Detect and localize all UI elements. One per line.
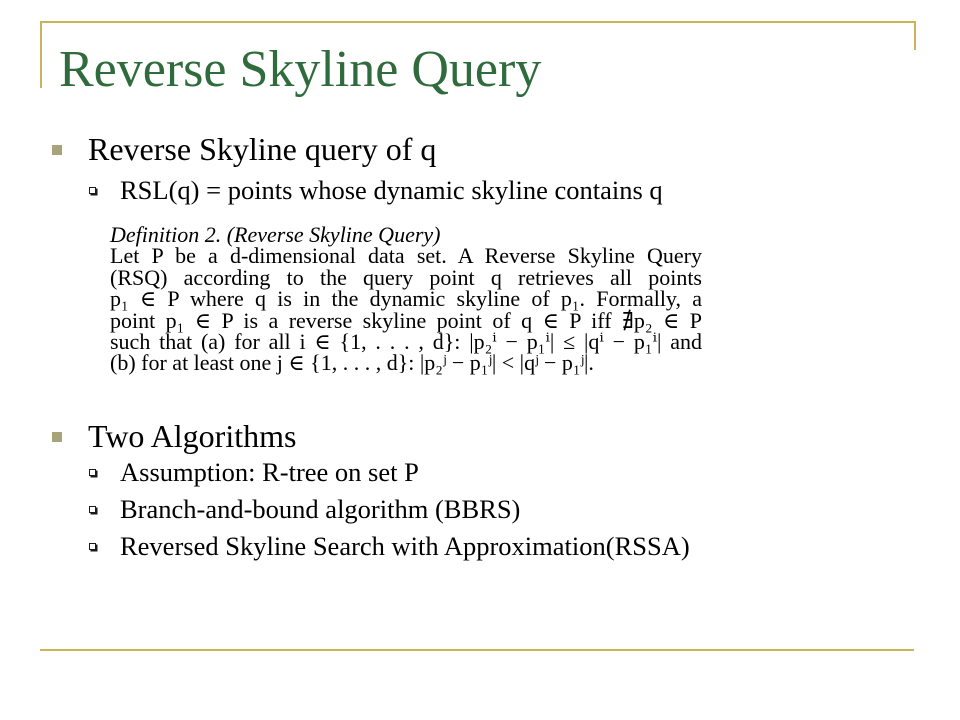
shadowed-square-bullet-icon: [89, 506, 96, 513]
shadowed-square-bullet-icon: [89, 187, 96, 194]
definition-line: point p₁ ∈ P is a reverse skyline point of q ∈ P iff ∄p₂ ∈ P: [110, 307, 702, 333]
definition-line: such that (a) for all i ∈ {1, . . . , d}: |p₂ⁱ − p₁ⁱ| ≤ |qⁱ − p₁ⁱ| and: [110, 328, 702, 354]
definition-line: Let P be a d-dimensional data set. A Reverse Skyline Query: [110, 243, 702, 269]
bullet-item-reverse-skyline: [0, 133, 960, 165]
sub-bullet-item-rsl: [0, 177, 960, 204]
sub-bullet-text: Branch-and-bound algorithm (BBRS): [120, 494, 521, 524]
bullet-text: Two Algorithms: [88, 418, 297, 454]
sub-bullet-item-assumption: [0, 459, 960, 486]
sub-bullet-text: RSL(q) = points whose dynamic skyline contains q: [120, 175, 663, 205]
top-accent-line: [40, 21, 916, 23]
definition-image: [110, 224, 702, 376]
shadowed-square-bullet-icon: [89, 543, 96, 550]
bullet-item-two-algorithms: [0, 420, 960, 452]
sub-bullet-text: Assumption: R-tree on set P: [120, 457, 419, 487]
right-accent-line: [914, 21, 916, 50]
sub-bullet-text: Reversed Skyline Search with Approximation(RSSA): [120, 531, 690, 561]
definition-line: p₁ ∈ P where q is in the dynamic skyline of p₁. Formally, a: [110, 286, 702, 312]
definition-heading: Definition 2. (Reverse Skyline Query): [110, 222, 441, 247]
bottom-accent-line: [40, 649, 914, 651]
bullet-text: Reverse Skyline query of q: [88, 131, 437, 167]
slide-title: Reverse Skyline Query: [59, 41, 542, 98]
left-accent-line: [40, 21, 42, 88]
shadowed-square-bullet-icon: [89, 469, 96, 476]
definition-line: (b) for at least one j ∈ {1, . . . , d}: |p₂ʲ − p₁ʲ| < |qʲ − p₁ʲ|.: [110, 350, 594, 376]
sub-bullet-item-bbrs: [0, 496, 960, 523]
definition-line: (RSQ) according to the query point q retrieves all points: [110, 264, 702, 290]
square-bullet-icon: [52, 145, 62, 155]
square-bullet-icon: [52, 432, 62, 442]
sub-bullet-item-rssa: [0, 533, 960, 560]
